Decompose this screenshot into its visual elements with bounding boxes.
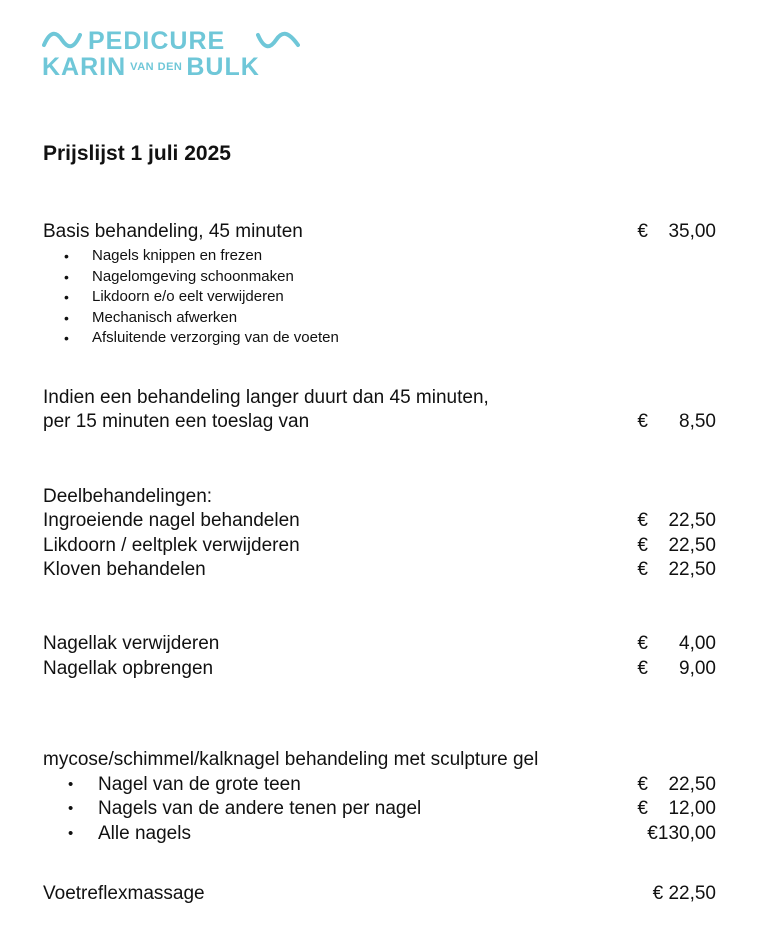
price-row: Kloven behandelen € 22,50 [43, 559, 716, 580]
list-item: • Nagels knippen en frezen [62, 246, 339, 267]
price-row: Ingroeiende nagel behandelen € 22,50 [43, 510, 716, 531]
logo [42, 28, 304, 80]
logo-line-2: KARIN $^{VAN DEN}$ BULK [42, 53, 260, 81]
price-row: Likdoorn / eeltplek verwijderen € 22,50 [43, 535, 716, 556]
price-row: Nagellak opbrengen € 9,00 [43, 658, 716, 679]
list-item: • Mechanisch afwerken [62, 308, 339, 329]
wave-icon [256, 31, 300, 49]
section-heading-mycose: mycose/schimmel/kalknagel behandeling met sculpture gel [43, 749, 539, 770]
list-item: • Afsluitende verzorging van de voeten [62, 328, 339, 349]
list-item: • Nagelomgeving schoonmaken [62, 267, 339, 288]
wave-icon [42, 31, 82, 49]
list-item: • Likdoorn e/o eelt verwijderen [62, 287, 339, 308]
list-item: • Nagels van de andere tenen per nagel € 12,00 [68, 798, 716, 819]
price-row-toeslag: per 15 minuten een toeslag van € 8,50 [43, 411, 716, 432]
list-item: • Alle nagels €130,00 [68, 823, 716, 844]
toeslag-line-1: Indien een behandeling langer duurt dan 45 minuten, [43, 387, 489, 408]
section-heading-deel: Deelbehandelingen: [43, 486, 213, 507]
logo-line-1: PEDICURE [88, 27, 226, 55]
price-row-basis: Basis behandeling, 45 minuten € 35,00 [43, 221, 716, 242]
price-row: Nagellak verwijderen € 4,00 [43, 633, 716, 654]
page-title: Prijslijst 1 juli 2025 [43, 142, 231, 165]
basis-items-list [62, 246, 339, 349]
price-row-voetreflex: Voetreflexmassage € 22,50 [43, 883, 716, 904]
list-item: • Nagel van de grote teen € 22,50 [68, 774, 716, 795]
